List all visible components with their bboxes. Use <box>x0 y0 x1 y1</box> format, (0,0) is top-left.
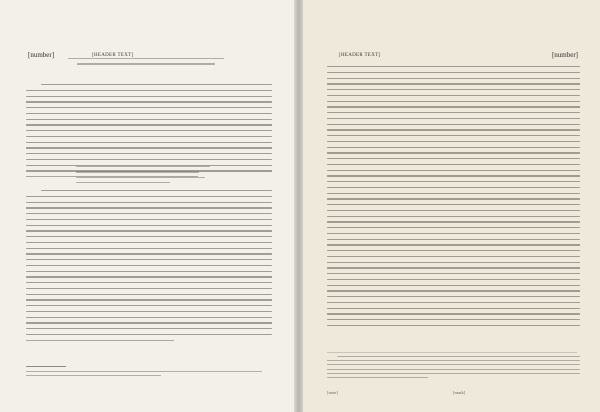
footnote-rule <box>327 352 577 353</box>
left-page-number: [number] <box>28 51 55 59</box>
signature-note: [note] <box>327 390 338 395</box>
verse-quotation <box>76 166 210 187</box>
left-page <box>0 0 294 412</box>
right-page-number: [number] <box>551 51 578 59</box>
epigraph <box>68 58 224 69</box>
footnote-lines <box>327 356 580 381</box>
signature-mark: [mark] <box>453 390 466 395</box>
right-page <box>303 0 600 412</box>
book-gutter <box>294 0 303 412</box>
paragraph-lines-block-2 <box>26 190 272 345</box>
footnote-rule <box>26 366 66 367</box>
left-running-head: [HEADER TEXT] <box>92 53 134 58</box>
footnote-lines <box>26 371 272 379</box>
paragraph-lines-block-3 <box>327 66 580 331</box>
right-running-head: [HEADER TEXT] <box>339 53 381 58</box>
